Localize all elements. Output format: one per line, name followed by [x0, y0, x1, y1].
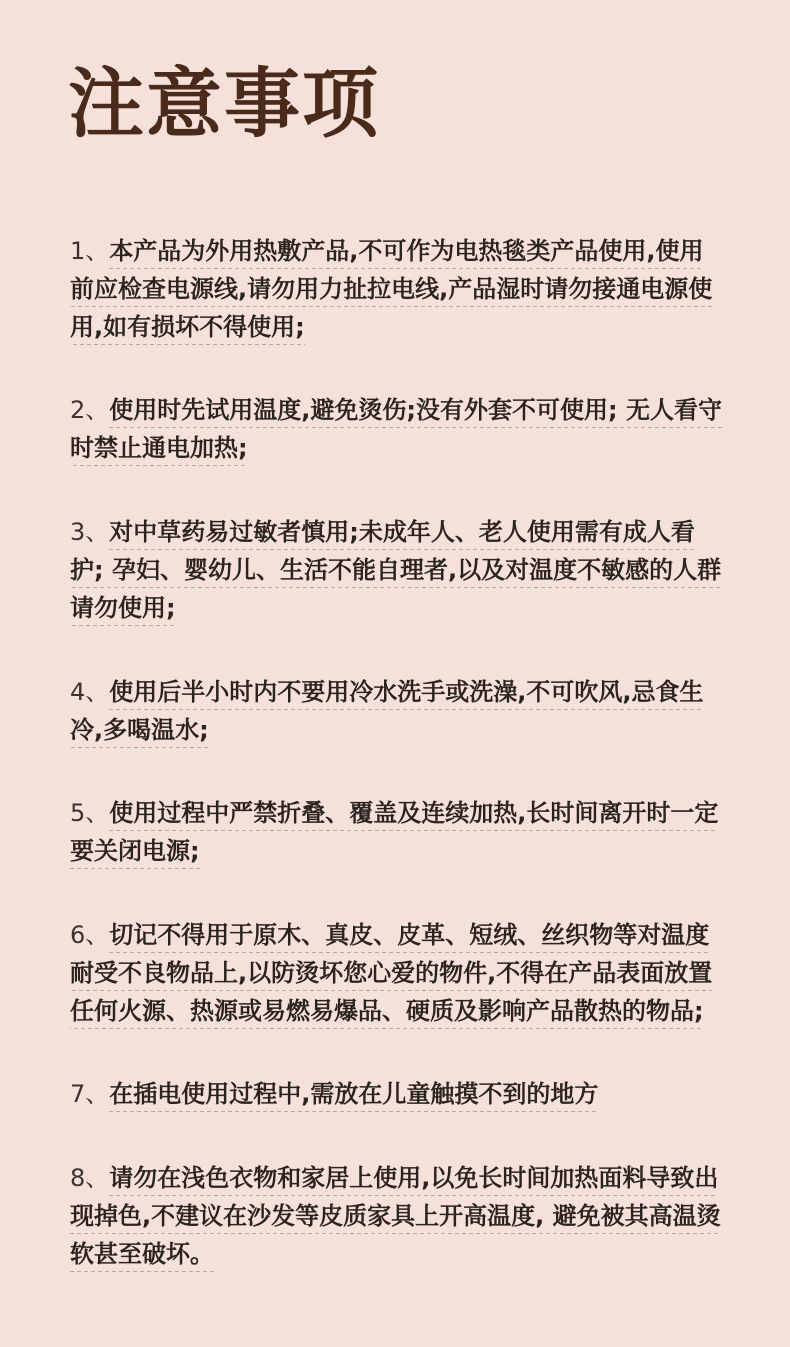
notice-text: 请勿在浅色衣物和家居上使用,以免长时间加热面料导致出现掉色,不建议在沙发等皮质家具上开高温度, 避免被其高温烫软甚至破坏。 — [70, 1164, 721, 1272]
notice-item-1 — [70, 232, 725, 346]
notice-text: 在插电使用过程中,需放在儿童触摸不到的地方 — [109, 1080, 598, 1112]
notice-item-2 — [70, 391, 725, 467]
notice-number: 3、 — [70, 518, 110, 546]
notice-number: 5、 — [70, 799, 110, 827]
notice-item-8 — [70, 1159, 725, 1273]
notice-number: 4、 — [70, 678, 110, 706]
notice-number: 6、 — [70, 921, 110, 949]
notice-text: 使用时先试用温度,避免烫伤;没有外套不可使用; 无人看守时禁止通电加热; — [70, 396, 722, 466]
notice-number: 8、 — [70, 1164, 110, 1192]
notice-text: 使用过程中严禁折叠、覆盖及连续加热,长时间离开时一定要关闭电源; — [70, 799, 718, 869]
notice-item-3 — [70, 513, 725, 627]
notice-number: 1、 — [70, 237, 110, 265]
notice-text: 切记不得用于原木、真皮、皮革、短绒、丝织物等对温度耐受不良物品上,以防烫坏您心爱的物件,不得在产品表面放置任何火源、热源或易燃易爆品、硬质及影响产品散热的物品; — [70, 921, 712, 1029]
notice-list — [70, 232, 725, 1273]
notice-item-4 — [70, 673, 725, 749]
notice-item-6 — [70, 916, 725, 1030]
notice-item-5 — [70, 794, 725, 870]
notice-text: 使用后半小时内不要用冷水洗手或洗澡,不可吹风,忌食生冷,多喝温水; — [70, 678, 704, 748]
notice-number: 7、 — [70, 1080, 110, 1108]
notice-number: 2、 — [70, 396, 110, 424]
page-title: 注意事项 — [68, 59, 380, 148]
notice-text: 对中草药易过敏者慎用;未成年人、老人使用需有成人看护; 孕妇、婴幼儿、生活不能自理者,以及对温度不敏感的人群请勿使用; — [70, 518, 721, 626]
notice-text: 本产品为外用热敷产品,不可作为电热毯类产品使用,使用前应检查电源线,请勿用力扯拉电线,产品湿时请勿接通电源使用,如有损坏不得使用; — [70, 237, 712, 345]
notice-item-7 — [70, 1075, 725, 1113]
